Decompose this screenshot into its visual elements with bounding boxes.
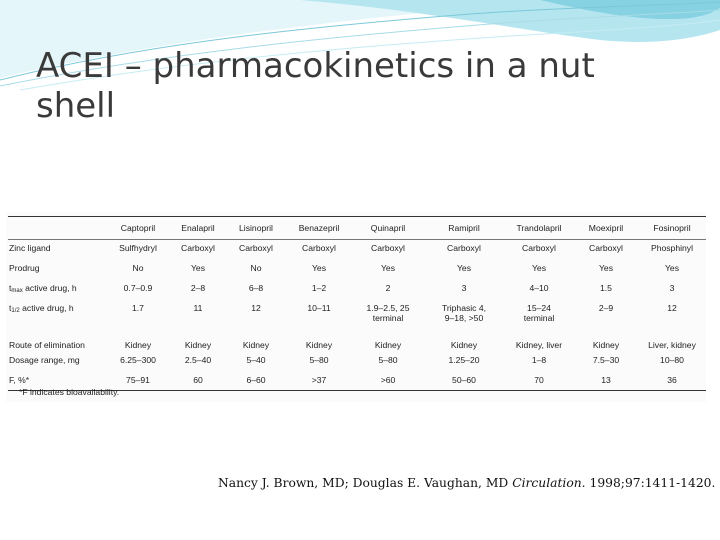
table-cell: 60 [170,372,226,391]
table-cell: Yes [380,263,396,273]
table-cell: 2–8 [190,283,206,293]
table-cell: 13 [574,372,638,391]
table-cell: Carboxyl [239,243,273,253]
row-label-text: active drug, h [22,283,77,293]
cell-line-1: Triphasic 4, [441,303,487,313]
table-cell: Carboxyl [181,243,215,253]
table-cell: Kidney [592,340,620,350]
table-cell: 3 [461,283,467,293]
table-cell: Sulfhydryl [119,243,157,253]
table-cell: Yes [190,263,206,273]
table-cell: 6–60 [226,372,286,391]
table-cell: 10–80 [660,355,684,365]
column-header: Quinapril [352,217,424,240]
table-cell: 3 [669,283,675,293]
table-cell: 75–91 [106,372,170,391]
table-cell: 5–80 [378,355,398,365]
column-header: Lisinopril [226,217,286,240]
cell-line-2: terminal [372,313,404,323]
table-cell: Carboxyl [589,243,623,253]
cell-line-2: 9–18, >50 [444,313,484,323]
table-cell: Kidney [124,340,152,350]
row-label [8,300,106,329]
cell-line-1: 1.9–2.5, 25 [366,303,410,313]
row-label: Prodrug [9,263,40,273]
row-label: Route of elimination [9,340,85,350]
table-cell: 4–10 [529,283,549,293]
pharmacokinetics-table [8,216,706,391]
table-cell: Liver, kidney [648,340,696,350]
table-cell [106,300,170,329]
cell-line-1: 10–11 [307,303,331,313]
column-header: Moexipril [574,217,638,240]
table-cell: >37 [286,372,352,391]
table-row-dosage [8,352,706,372]
table-cell: Kidney, liver [515,340,563,350]
table-cell: Carboxyl [302,243,336,253]
cell-line-1: 12 [667,303,677,313]
column-header: Ramipril [424,217,504,240]
row-label: F, %* [8,372,106,391]
cell-line-1: 2–9 [598,303,614,313]
table-cell: Kidney [450,340,478,350]
table-header-row [8,217,706,240]
table-footnote: *F indicates bioavailability. [19,387,120,397]
cell-line-1: 11 [193,303,203,313]
slide-title: ACEI – pharmacokinetics in a nut shell [36,46,595,126]
table-cell: No [132,263,144,273]
cell-line-1: 12 [251,303,261,313]
table-cell: Yes [456,263,472,273]
table-cell [504,300,574,329]
table-cell [170,300,226,329]
table-cell: 1–8 [531,355,547,365]
row-label-text: active drug, h [19,303,74,313]
row-label-subscript: 1/2 [11,308,20,314]
table-cell: Carboxyl [522,243,556,253]
citation [218,476,716,490]
cell-line-2: terminal [523,313,555,323]
row-label-subscript: max [11,288,23,294]
table-cell: 50–60 [424,372,504,391]
table-cell [574,300,638,329]
table-cell: Carboxyl [371,243,405,253]
table-cell: 1.25–20 [448,355,480,365]
table-cell: Yes [311,263,327,273]
table-cell: 36 [638,372,706,391]
row-label: Dosage range, mg [9,355,80,365]
citation-authors: Nancy J. Brown, MD; Douglas E. Vaughan, MD [218,476,513,490]
table-row-thalf [8,300,706,329]
citation-journal: Circulation. [512,476,586,490]
table-row-prodrug [8,260,706,280]
table-cell: Kidney [184,340,212,350]
table-cell: 1–2 [311,283,327,293]
column-header: Enalapril [170,217,226,240]
table-row-zinc-ligand [8,240,706,261]
table-cell: No [250,263,262,273]
table-cell: Yes [664,263,680,273]
table-cell [638,300,706,329]
table-cell: 2 [385,283,391,293]
table-cell [286,300,352,329]
table-cell [352,300,424,329]
column-header: Benazepril [286,217,352,240]
cell-line-1: 15–24 [527,303,551,313]
pharmacokinetics-table-image [6,212,706,402]
table-cell: 2.5–40 [184,355,212,365]
table-cell: Kidney [305,340,333,350]
table-cell: Phosphinyl [650,243,694,253]
header-blank [8,217,106,240]
column-header: Fosinopril [638,217,706,240]
row-label: Zinc ligand [9,243,51,253]
row-label-symbol: t [9,303,12,313]
table-cell: 0.7–0.9 [123,283,153,293]
table-row-tmax [8,280,706,300]
table-cell: >60 [352,372,424,391]
table-cell: 70 [504,372,574,391]
table-cell: Carboxyl [447,243,481,253]
table-cell: Kidney [374,340,402,350]
column-header: Trandolapril [504,217,574,240]
table-cell: Yes [531,263,547,273]
table-cell [226,300,286,329]
table-cell: 5–80 [309,355,329,365]
table-cell: 1.5 [600,283,612,293]
table-cell: 6.25–300 [120,355,156,365]
table-cell: 7.5–30 [592,355,620,365]
cell-line-1: 1.7 [132,303,144,313]
table-row-elimination [8,329,706,352]
table-cell: 6–8 [248,283,264,293]
row-label-symbol: t [9,283,12,293]
table-cell: 5–40 [246,355,266,365]
table-cell [424,300,504,329]
column-header: Captopril [106,217,170,240]
table-cell: Kidney [242,340,270,350]
table-cell: Yes [598,263,614,273]
row-label [8,280,106,300]
citation-details: 1998;97:1411-1420. [585,476,716,490]
